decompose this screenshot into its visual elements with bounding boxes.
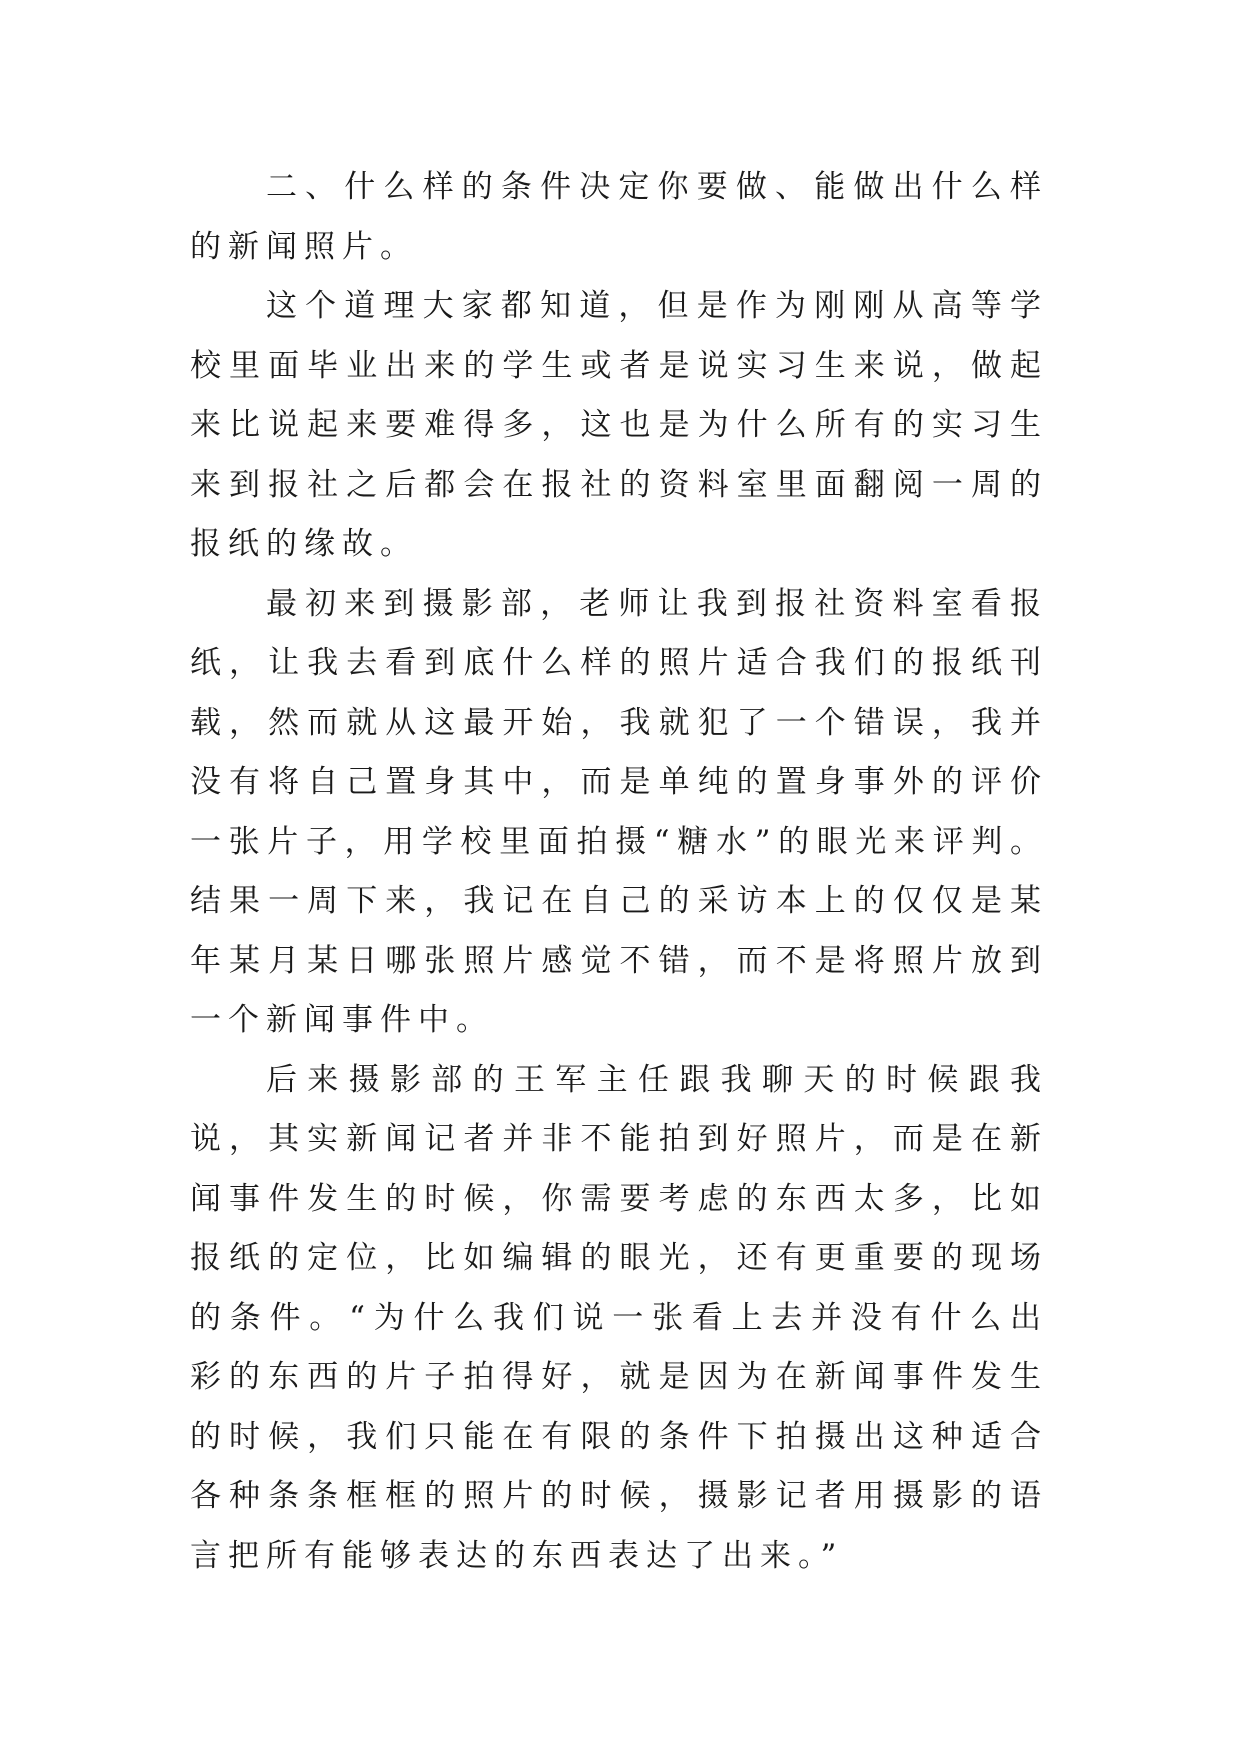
- paragraph-heading: 二、什么样的条件决定你要做、能做出什么样的新闻照片。: [190, 169, 1048, 265]
- paragraph: 最初来到摄影部，老师让我到报社资料室看报纸，让我去看到底什么样的照片适合我们的报纸刊载，然而就从这最开始，我就犯了一个错误，我并没有将自己置身其中，而是单纯的置身事外的评价一张片子，用学校里面拍摄“糖水”的眼光来评判。结果一周下来，我记在自己的采访本上的仅仅是某年某月某日哪张照片感觉不错，而不是将照片放到一个新闻事件中。: [190, 585, 1048, 1038]
- paragraph: 这个道理大家都知道，但是作为刚刚从高等学校里面毕业出来的学生或者是说实习生来说，做起来比说起来要难得多，这也是为什么所有的实习生来到报社之后都会在报社的资料室里面翻阅一周的报纸的缘故。: [190, 288, 1048, 562]
- document-body: [190, 158, 1048, 1586]
- paragraph: 后来摄影部的王军主任跟我聊天的时候跟我说，其实新闻记者并非不能拍到好照片，而是在新闻事件发生的时候，你需要考虑的东西太多，比如报纸的定位，比如编辑的眼光，还有更重要的现场的条件。“为什么我们说一张看上去并没有什么出彩的东西的片子拍得好，就是因为在新闻事件发生的时候，我们只能在有限的条件下拍摄出这种适合各种条条框框的照片的时候，摄影记者用摄影的语言把所有能够表达的东西表达了出来。”: [190, 1061, 1048, 1574]
